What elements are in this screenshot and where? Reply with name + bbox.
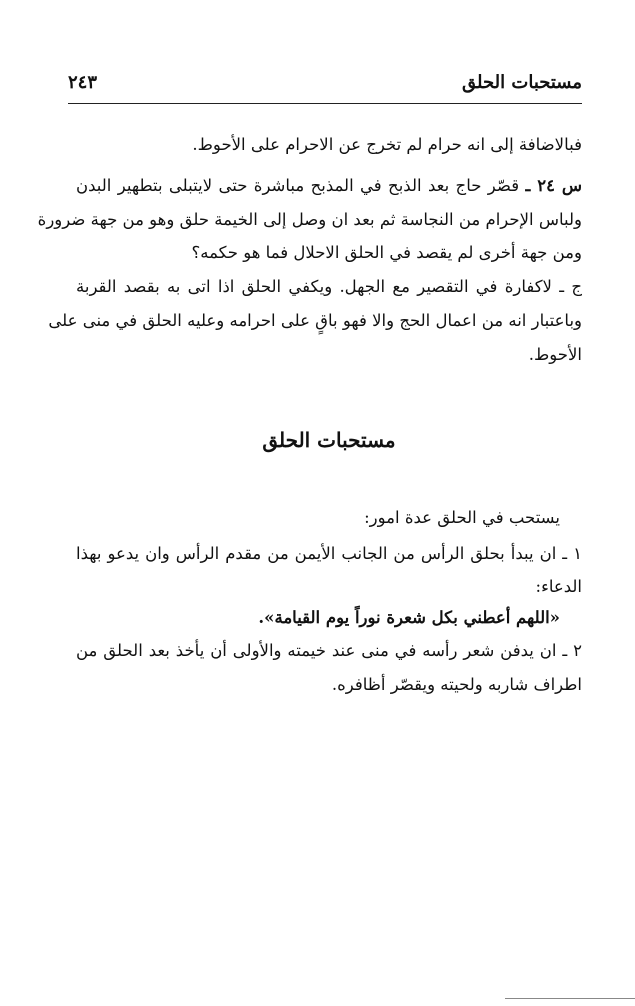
question-24-line-1: [76, 171, 582, 201]
running-title: مستحبات الحلق: [462, 72, 582, 93]
dua-text: «اللهم أعطني بكل شعرة نوراً يوم القيامة».: [258, 608, 560, 627]
bottom-edge-rule: [505, 998, 635, 999]
answer-24-line-2: وباعتبار انه من اعمال الحج والا فهو باقٍ على احرامه وعليه الحلق في منى على: [48, 311, 582, 330]
page-number: ٢٤٣: [68, 72, 98, 93]
page-header: [68, 70, 582, 100]
section-heading: مستحبات الحلق: [262, 428, 396, 452]
question-24-line-2: ولباس الإحرام من النجاسة ثم بعد ان وصل إلى الخيمة حلق وهو من جهة ضرورة: [37, 210, 582, 229]
paragraph-line: فبالاضافة إلى انه حرام لم تخرج عن الاحرام على الأحوط.: [192, 135, 582, 154]
item-1-line-1: ١ ـ ان يبدأ بحلق الرأس من الجانب الأيمن من مقدم الرأس وان يدعو بهذا: [76, 544, 582, 563]
question-text: قصّر حاج بعد الذبح في المذبح مباشرة حتى لايتبلى بتطهير البدن: [76, 176, 520, 195]
answer-24-line-3: الأحوط.: [528, 345, 582, 364]
answer-24-line-1: ج ـ لاكفارة في التقصير مع الجهل. ويكفي الحلق اذا اتى به بقصد القربة: [76, 277, 582, 296]
question-number: س ٢٤ ـ: [525, 176, 582, 195]
item-2-line-2: اطراف شاربه ولحيته ويقصّر أظافره.: [331, 675, 582, 694]
section-intro: يستحب في الحلق عدة امور:: [364, 508, 560, 527]
item-1-line-2: الدعاء:: [535, 577, 582, 596]
header-rule: [68, 103, 582, 104]
item-2-line-1: ٢ ـ ان يدفن شعر رأسه في منى عند خيمته والأولى أن يأخذ بعد الحلق من: [76, 641, 582, 660]
question-24-line-3: ومن جهة أخرى لم يقصد في الحلق الاحلال فما هو حكمه؟: [191, 243, 582, 262]
